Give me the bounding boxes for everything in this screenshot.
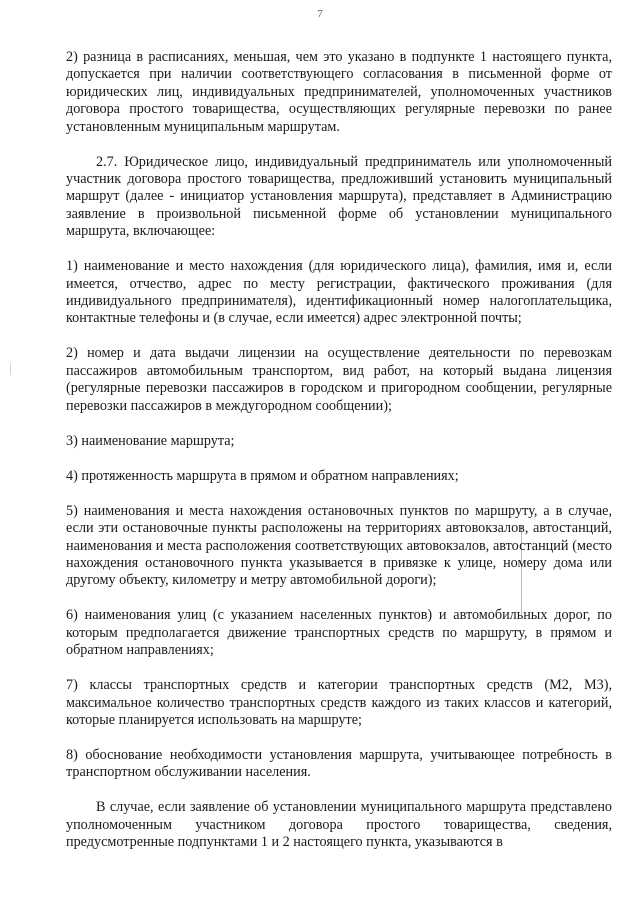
list-item-5-stops: 5) наименования и места нахождения остановочных пунктов по маршруту, а в случае, если эти остановочные пункты расположены на территориях автовокзалов, автостанций, наименования и места расположения соответствующих автовокзалов, автостанций (место нахождения остановочного пункта указывается в привязке к улице, номеру дома или другому объекту, километру и метру автомобильной дороги); [66, 502, 612, 589]
list-item-1-applicant-details: 1) наименование и место нахождения (для юридического лица), фамилия, имя и, если имеется, отчество, адрес по месту регистрации, фактического проживания (для индивидуального предпринимателя), идентификационный номер налогоплательщика, контактные телефоны и (в случае, если имеется) адрес электронной почты; [66, 258, 612, 327]
list-item-7-vehicle-classes: 7) классы транспортных средств и категории транспортных средств (М2, М3), максимальное количество транспортных средств каждого из таких классов и категорий, которые планируется использовать на маршруте; [66, 677, 612, 728]
paragraph-schedule-difference: 2) разница в расписаниях, меньшая, чем это указано в подпункте 1 настоящего пункта, допускается при наличии соответствующего согласования в письменной форме от юридических лиц, индивидуальных предпринимателей, уполномоченных участников договора простого товарищества, осуществляющих регулярные перевозки по ранее установленным муниципальным маршрутам. [66, 49, 612, 135]
list-item-6-streets: 6) наименования улиц (с указанием населенных пунктов) и автомобильных дорог, по которым предполагается движение транспортных средств по маршруту, в прямом и обратном направлениях; [66, 607, 612, 659]
list-item-3-route-name: 3) наименование маршрута; [66, 432, 235, 449]
list-item-8-justification: 8) обоснование необходимости установления маршрута, учитывающее потребность в транспортном обслуживании населения. [66, 746, 612, 781]
list-item-4-route-length: 4) протяженность маршрута в прямом и обратном направлениях; [66, 467, 459, 484]
page-number: 7 [317, 8, 323, 20]
margin-scan-mark [10, 363, 11, 375]
document-body [66, 49, 612, 868]
paragraph-partnership-case: В случае, если заявление об установлении муниципального маршрута представлено уполномоченным участником договора простого товарищества, сведения, предусмотренные подпунктами 1 и 2 настоящего пункта, указываются в [66, 799, 612, 851]
list-item-2-license: 2) номер и дата выдачи лицензии на осуществление деятельности по перевозкам пассажиров автомобильным транспортом, вид работ, на который выдана лицензия (регулярные перевозки пассажиров в городском и пригородном сообщении, регулярные перевозки пассажиров в междугородном сообщении); [66, 345, 612, 414]
paragraph-section-2-7: 2.7. Юридическое лицо, индивидуальный предприниматель или уполномоченный участник договора простого товарищества, предложивший установить муниципальный маршрут (далее - инициатор установления маршрута), представляет в Администрацию заявление в произвольной письменной форме об установлении муниципального маршрута, включающее: [66, 153, 612, 240]
